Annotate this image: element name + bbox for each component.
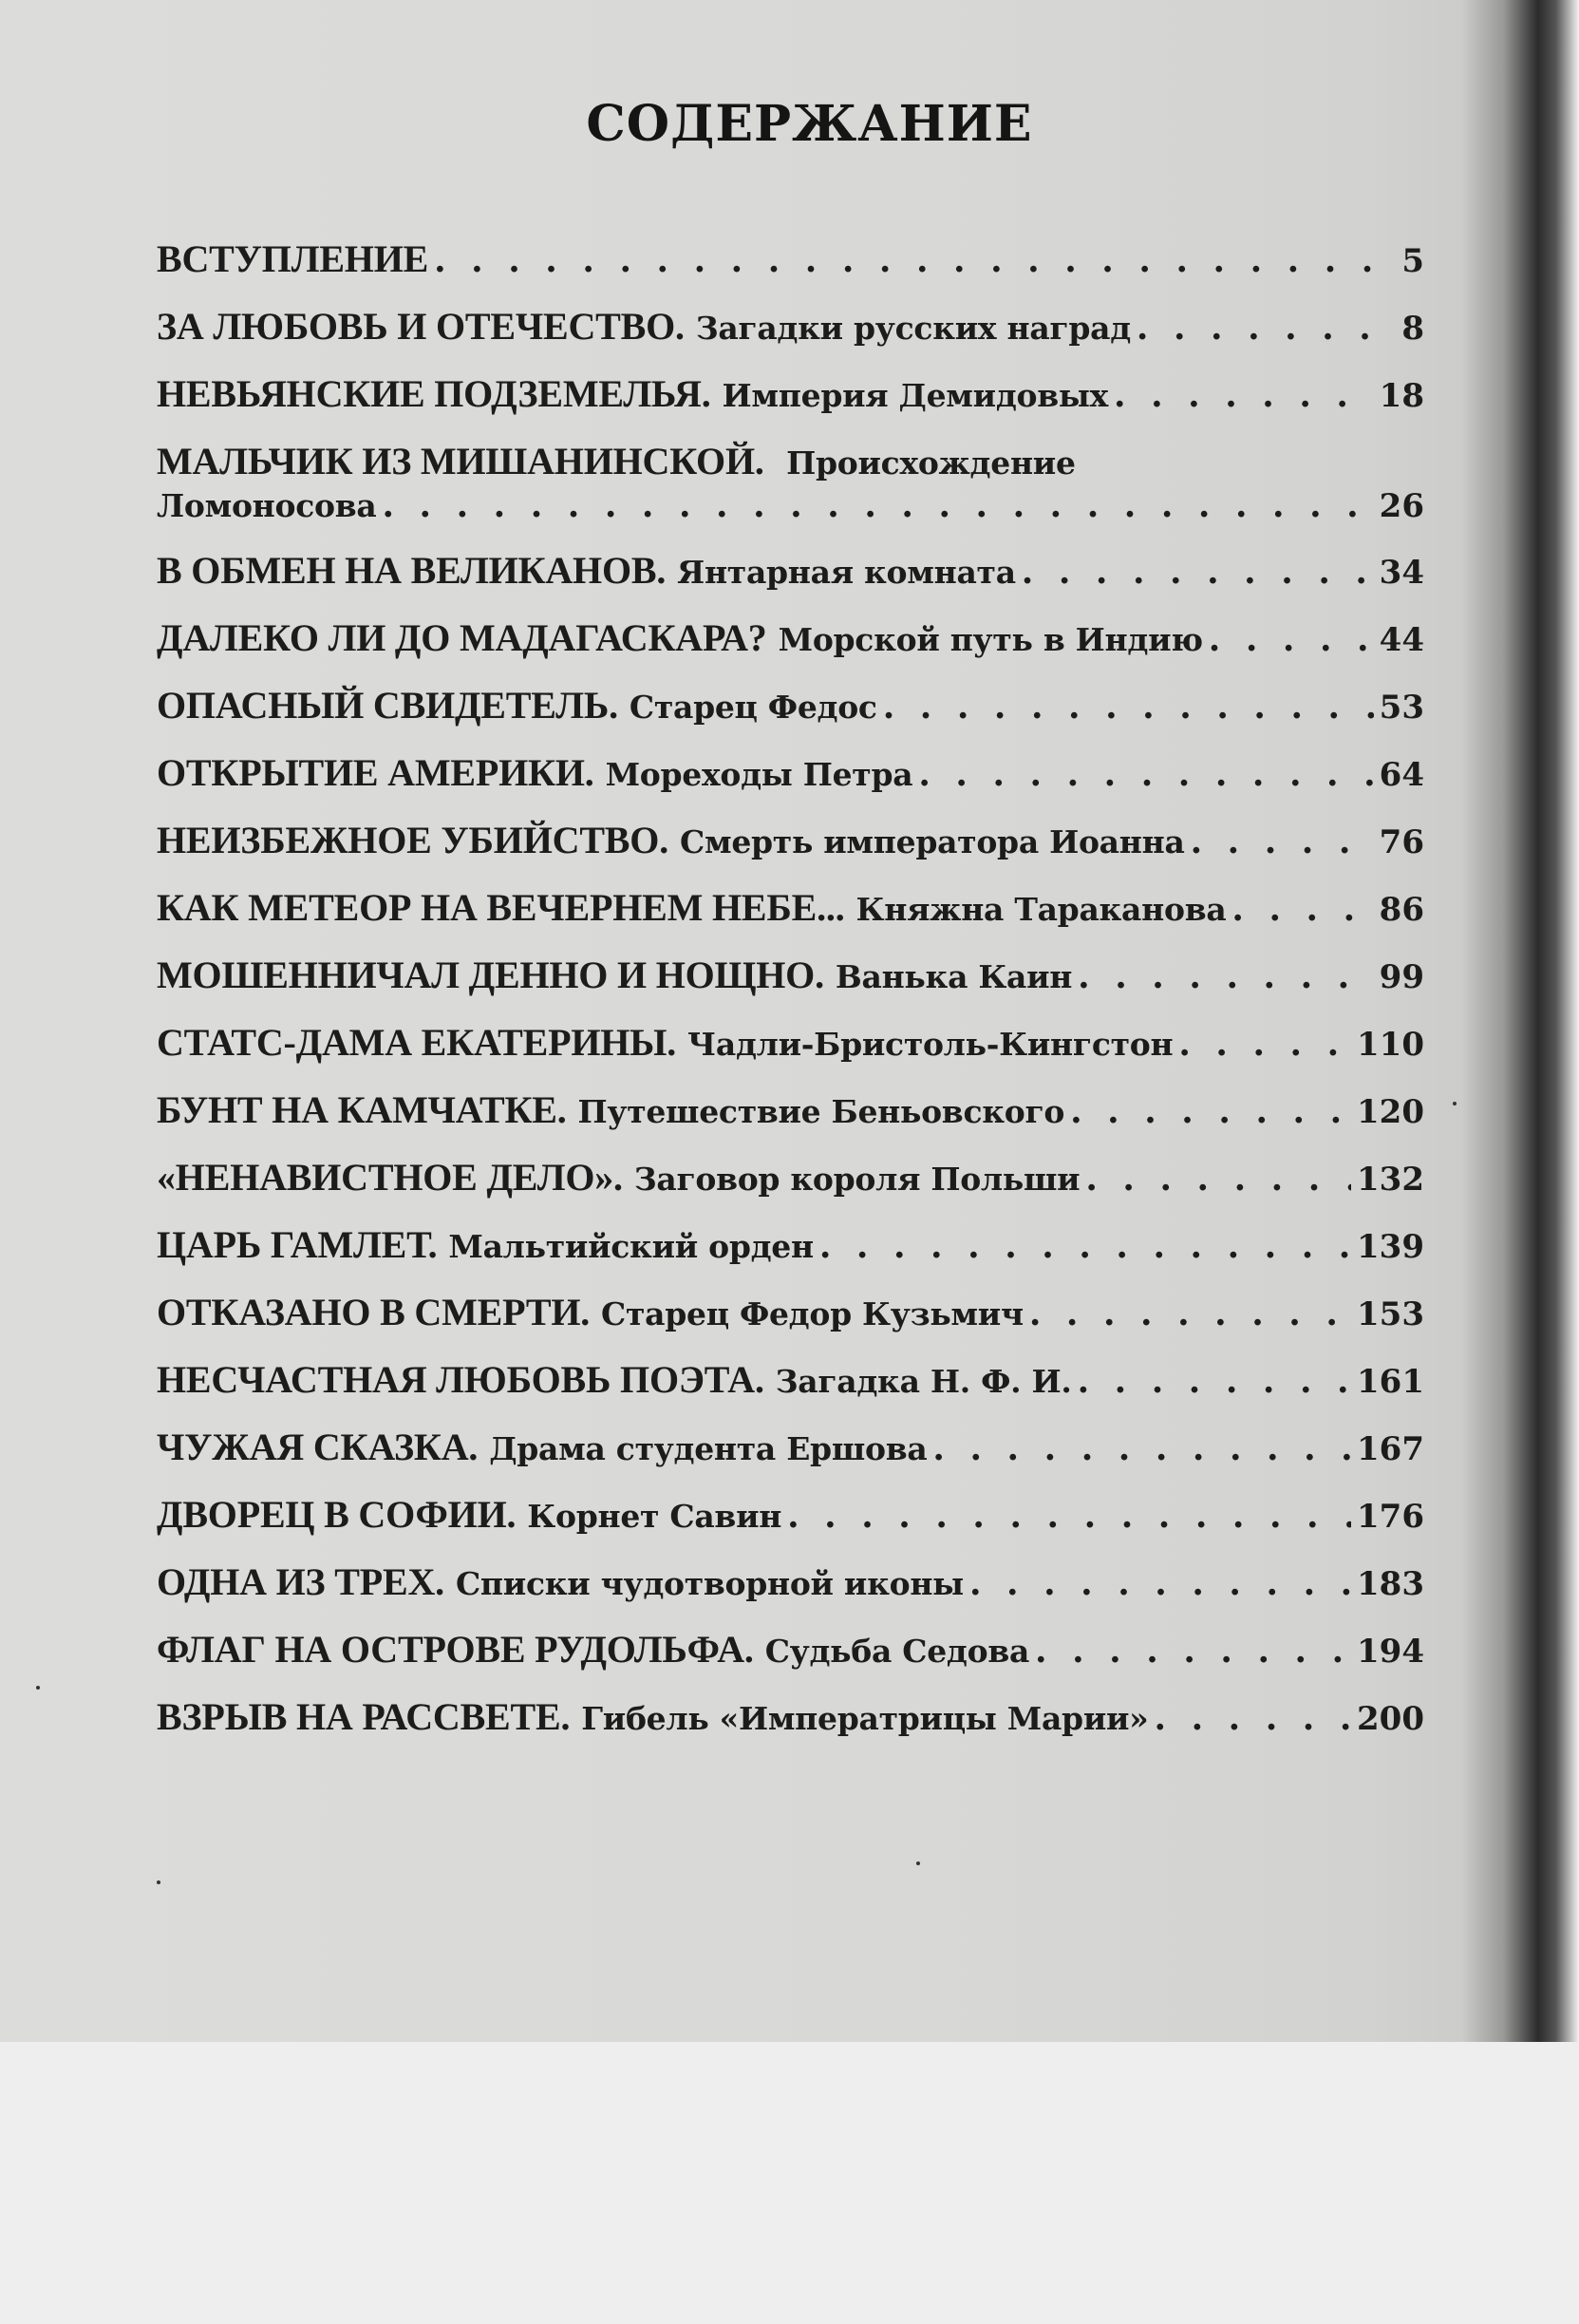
toc-entry-title: ДАЛЕКО ЛИ ДО МАДАГАСКАРА? — [157, 616, 767, 659]
toc-page-number: 5 — [1401, 242, 1424, 280]
book-spine-shadow — [1462, 0, 1579, 2042]
toc-entry-subtitle-continued: Ломоносова — [157, 487, 377, 524]
toc-entry-subtitle: Гибель «Императрицы Марии» — [581, 1700, 1149, 1737]
toc-entry-subtitle: Смерть императора Иоанна — [680, 823, 1185, 860]
toc-page-number: 99 — [1379, 958, 1424, 996]
toc-entry — [157, 1494, 1424, 1561]
toc-page-number: 76 — [1379, 823, 1424, 861]
toc-entry — [157, 954, 1424, 1022]
toc-entry-title: ВСТУПЛЕНИЕ — [157, 237, 429, 280]
dot-leader — [918, 753, 1373, 795]
dot-leader — [1085, 1158, 1351, 1200]
dot-leader — [1022, 551, 1374, 593]
toc-entry-subtitle: Мореходы Петра — [605, 756, 913, 793]
toc-entry-title: ОПАСНЫЙ СВИДЕТЕЛЬ. — [157, 684, 618, 727]
toc-page-number: 86 — [1379, 891, 1424, 929]
toc-entry-title: КАК МЕТЕОР НА ВЕЧЕРНЕМ НЕБЕ... — [157, 886, 845, 929]
toc-entry-subtitle: Империя Демидовых — [722, 377, 1109, 414]
toc-entry-title: «НЕНАВИСТНОЕ ДЕЛО». — [157, 1156, 623, 1199]
toc-page-number: 153 — [1357, 1295, 1424, 1333]
toc-entry — [157, 887, 1424, 954]
toc-entry-subtitle: Драма студента Ершова — [489, 1430, 928, 1467]
toc-entry-subtitle: Загадки русских наград — [695, 310, 1131, 347]
toc-entry-subtitle: Старец Федор Кузьмич — [601, 1295, 1024, 1332]
toc-entry-subtitle: Старец Федос — [629, 689, 877, 726]
dot-leader — [434, 239, 1396, 281]
toc-page-number: 44 — [1379, 621, 1424, 659]
dot-leader — [819, 1225, 1351, 1267]
toc-entry-title: ОДНА ИЗ ТРЕХ. — [157, 1560, 444, 1603]
dot-leader — [787, 1495, 1351, 1537]
dot-leader — [1035, 1630, 1351, 1672]
toc-entry — [157, 1292, 1424, 1359]
toc-page-number: 120 — [1357, 1093, 1424, 1131]
toc-entry-title: НЕВЬЯНСКИЕ ПОДЗЕМЕЛЬЯ. — [157, 372, 711, 415]
toc-entry — [157, 550, 1424, 617]
dot-leader — [969, 1562, 1351, 1604]
toc-entry-title: НЕИЗБЕЖНОЕ УБИЙСТВО. — [157, 819, 668, 861]
toc-entry — [157, 685, 1424, 752]
toc-entry — [157, 1224, 1424, 1292]
toc-entry — [157, 1359, 1424, 1427]
toc-entry-title: ФЛАГ НА ОСТРОВЕ РУДОЛЬФА. — [157, 1628, 754, 1671]
toc-page-number: 139 — [1357, 1228, 1424, 1266]
dot-leader — [1231, 888, 1373, 930]
dot-leader — [1137, 307, 1396, 349]
dot-leader — [1209, 618, 1374, 660]
scan-background — [0, 2042, 1579, 2324]
dot-leader — [932, 1427, 1351, 1469]
dot-leader — [1029, 1293, 1351, 1334]
toc-page-number: 53 — [1379, 689, 1424, 727]
toc-entry-title: МОШЕННИЧАЛ ДЕННО И НОЩНО. — [157, 954, 824, 996]
toc-entry-subtitle: Путешествие Беньовского — [577, 1093, 1065, 1130]
toc-page-number: 176 — [1357, 1498, 1424, 1536]
toc-entry — [157, 1089, 1424, 1157]
scan-speck — [157, 1880, 160, 1884]
toc-entry-title: ЧУЖАЯ СКАЗКА. — [157, 1426, 479, 1468]
toc-page-number: 167 — [1357, 1430, 1424, 1468]
toc-entry-title: ОТКАЗАНО В СМЕРТИ. — [157, 1291, 591, 1333]
toc-entry — [157, 1696, 1424, 1764]
dot-leader — [1155, 1697, 1352, 1739]
toc-page-number: 132 — [1357, 1161, 1424, 1199]
toc-page-number: 194 — [1357, 1633, 1424, 1671]
dot-leader — [1191, 821, 1374, 862]
toc-entry — [157, 1427, 1424, 1494]
toc-entry-subtitle: Мальтийский орден — [448, 1228, 814, 1265]
toc-entry — [157, 238, 1424, 306]
toc-entry-subtitle: Корнет Савин — [527, 1498, 782, 1535]
toc-entry — [157, 752, 1424, 820]
toc-page-number: 110 — [1357, 1026, 1424, 1064]
toc-entry-subtitle: Ванька Каин — [835, 958, 1073, 995]
table-of-contents — [157, 95, 1424, 1764]
toc-page-number: 34 — [1379, 554, 1424, 592]
toc-entry-title: ДВОРЕЦ В СОФИИ. — [157, 1493, 517, 1536]
toc-entry — [157, 1157, 1424, 1224]
toc-entry-subtitle: Морской путь в Индию — [778, 621, 1203, 658]
toc-entry-title: ВЗРЫВ НА РАССВЕТЕ. — [157, 1695, 571, 1738]
toc-page-number: 161 — [1357, 1363, 1424, 1401]
dot-leader — [1114, 374, 1374, 416]
scan-speck — [1453, 1102, 1457, 1105]
dot-leader — [1070, 1090, 1351, 1132]
toc-entry-title: ЗА ЛЮБОВЬ И ОТЕЧЕСТВО. — [157, 305, 685, 348]
dot-leader — [1078, 1360, 1351, 1402]
dot-leader — [1078, 955, 1374, 997]
dot-leader — [1178, 1023, 1351, 1065]
toc-entry-title: СТАТС-ДАМА ЕКАТЕРИНЫ. — [157, 1021, 677, 1064]
toc-entry-subtitle: Списки чудотворной иконы — [455, 1565, 964, 1602]
toc-entry-subtitle: Заговор короля Польши — [633, 1161, 1081, 1198]
toc-entry — [157, 441, 1424, 550]
toc-entry — [157, 306, 1424, 373]
toc-entry — [157, 1629, 1424, 1696]
dot-leader — [382, 484, 1373, 526]
scan-speck — [916, 1861, 920, 1865]
toc-entry-title: В ОБМЕН НА ВЕЛИКАНОВ. — [157, 549, 667, 592]
toc-entry-subtitle: Чадли-Бристоль-Кингстон — [687, 1026, 1174, 1063]
toc-entry-subtitle: Янтарная комната — [677, 554, 1016, 591]
toc-page-number: 200 — [1357, 1700, 1424, 1738]
toc-entry — [157, 1022, 1424, 1089]
toc-entry-subtitle: Загадка Н. Ф. И. — [775, 1363, 1072, 1400]
toc-page-number: 64 — [1379, 756, 1424, 794]
toc-entry-title: МАЛЬЧИК ИЗ МИШАНИНСКОЙ. — [157, 440, 764, 482]
toc-entry — [157, 373, 1424, 441]
toc-entry — [157, 820, 1424, 887]
toc-entry-title: БУНТ НА КАМЧАТКЕ. — [157, 1088, 567, 1131]
toc-entry-title: ОТКРЫТИЕ АМЕРИКИ. — [157, 751, 594, 794]
toc-page-number: 18 — [1379, 377, 1424, 415]
toc-entry — [157, 617, 1424, 685]
toc-title: СОДЕРЖАНИЕ — [586, 95, 1033, 153]
toc-entry — [157, 1561, 1424, 1629]
toc-page-number: 8 — [1401, 310, 1424, 348]
scan-speck — [36, 1686, 40, 1690]
toc-entry-subtitle: Судьба Седова — [764, 1633, 1030, 1670]
toc-entry-title: НЕСЧАСТНАЯ ЛЮБОВЬ ПОЭТА. — [157, 1358, 764, 1401]
dot-leader — [883, 686, 1374, 727]
toc-entry-subtitle: Княжна Тараканова — [855, 891, 1227, 928]
toc-entry-title: ЦАРЬ ГАМЛЕТ. — [157, 1223, 438, 1266]
toc-page-number: 26 — [1379, 487, 1424, 525]
toc-entry-subtitle: Происхождение — [786, 444, 1076, 482]
toc-page-number: 183 — [1357, 1565, 1424, 1603]
